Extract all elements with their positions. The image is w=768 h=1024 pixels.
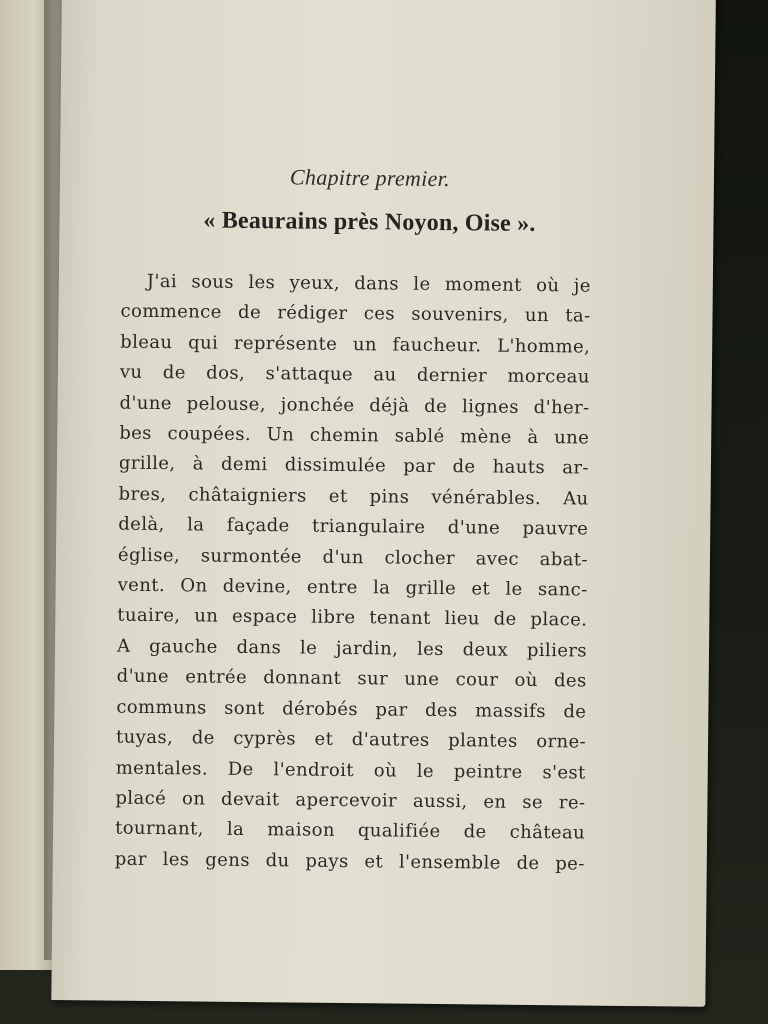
text-line: commence de rédiger ces souvenirs, un ta- <box>120 301 591 327</box>
text-line: bes coupées. Un chemin sablé mène à une <box>119 422 590 449</box>
chapter-label: Chapitre premier. <box>289 164 451 192</box>
text-line: tuyas, de cyprès et d'autres plantes orne- <box>115 726 587 753</box>
text-line: église, surmontée d'un clocher avec abat- <box>117 544 589 571</box>
text-line: J'ai sous les yeux, dans le moment où je <box>146 270 591 297</box>
text-line: A gauche dans le jardin, les deux piliers <box>116 635 588 662</box>
text-line: communs sont dérobés par des massifs de <box>116 696 587 723</box>
text-line: d'une entrée donnant sur une cour où des <box>116 665 587 692</box>
text-line: bres, châtaigniers et pins vénérables. Au <box>118 483 589 510</box>
chapter-title: « Beaurains près Noyon, Oise ». <box>203 207 536 237</box>
text-line: vu de dos, s'attaque au dernier morceau <box>119 361 590 388</box>
text-line: tuaire, un espace libre tenant lieu de place. <box>117 605 588 632</box>
text-line: tournant, la maison qualifiée de château <box>115 817 586 844</box>
body-paragraph <box>115 267 591 880</box>
text-line: bleau qui représente un faucheur. L'homme, <box>120 331 591 358</box>
text-line: par les gens du pays et l'ensemble de pe- <box>114 848 585 875</box>
text-line: mentales. De l'endroit où le peintre s'est <box>115 757 586 784</box>
text-line: d'une pelouse, jonchée déjà de lignes d'her- <box>119 392 590 419</box>
text-line: vent. On devine, entre la grille et le sanc- <box>117 574 588 601</box>
text-line: grille, à demi dissimulée par de hauts ar- <box>118 453 590 479</box>
text-line: placé on devait apercevoir aussi, en se re- <box>115 787 586 814</box>
text-line: delà, la façade triangulaire d'une pauvre <box>118 513 589 540</box>
book-page <box>51 0 716 1007</box>
